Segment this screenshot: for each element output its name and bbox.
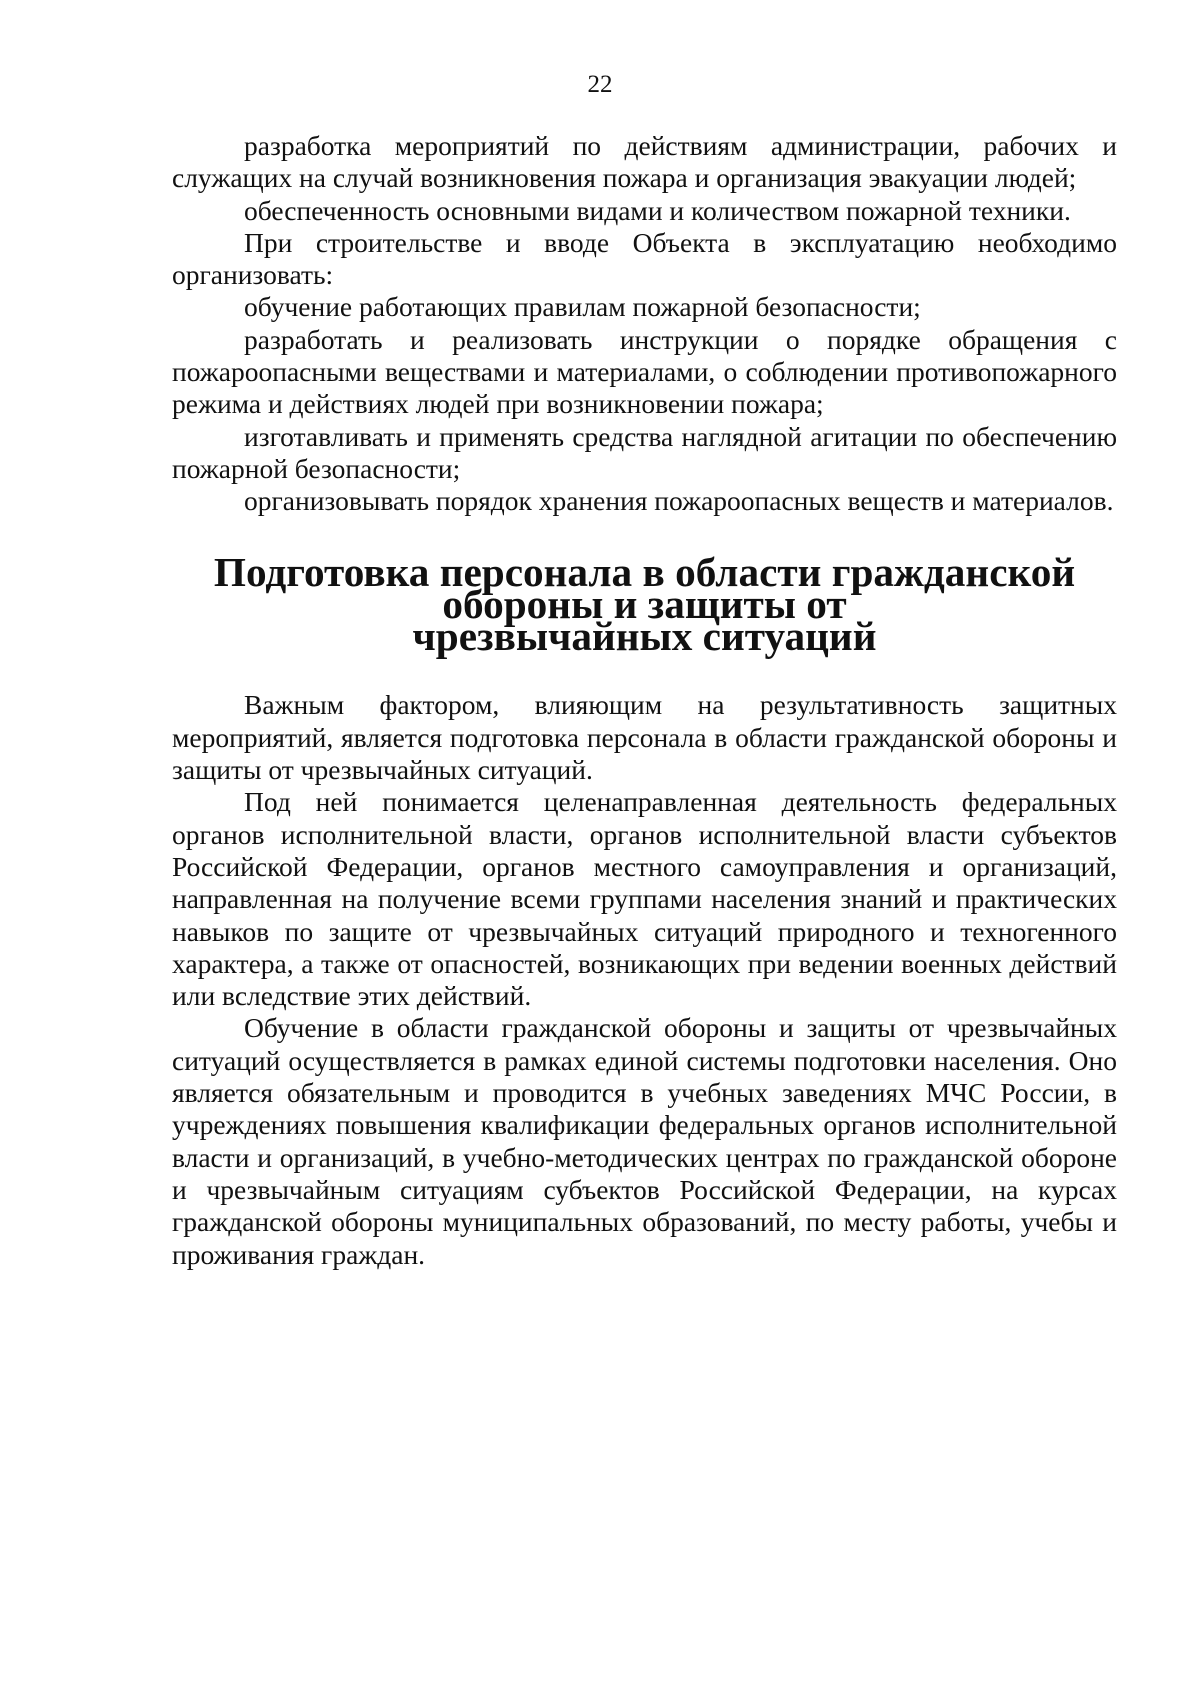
paragraph: Обучение в области гражданской обороны и защиты от чрезвычайных ситуаций осуществляется в рамках единой системы подготовки населения. Оно является обязательным и проводится в учебных заведениях МЧС России, в учреждениях повышения квалификации федеральных органов исполнительной власти и организаций, в учебно-методических центрах по гражданской обороне и чрезвычайным ситуациям субъектов Российской Федерации, на курсах гражданской обороны муниципальных образований, по месту работы, учебы и проживания граждан. bbox=[172, 1012, 1117, 1270]
paragraph: разработать и реализовать инструкции о порядке обращения с пожароопасными веществами и материалами, о соблюдении противопожарного режима и действиях людей при возникновении пожара; bbox=[172, 323, 1117, 420]
section-heading bbox=[172, 548, 1117, 660]
document-body bbox=[172, 130, 1117, 1271]
paragraph: Важным фактором, влияющим на результативность защитных мероприятий, является подготовка персонала в области гражданской обороны и защиты от чрезвычайных ситуаций. bbox=[172, 689, 1117, 786]
paragraph: Под ней понимается целенаправленная деятельность федеральных органов исполнительной власти, органов исполнительной власти субъектов Российской Федерации, органов местного самоуправления и организаций, направленная на получение всеми группами населения знаний и практических навыков по защите от чрезвычайных ситуаций природного и техногенного характера, а также от опасностей, возникающих при ведении военных действий или вследствие этих действий. bbox=[172, 786, 1117, 1012]
paragraph: обучение работающих правилам пожарной безопасности; bbox=[244, 291, 921, 323]
page-number: 22 bbox=[587, 71, 613, 98]
section-heading-line-2: чрезвычайных ситуаций bbox=[412, 613, 877, 660]
paragraph: разработка мероприятий по действиям администрации, рабочих и служащих на случай возникновения пожара и организация эвакуации людей; bbox=[172, 130, 1117, 194]
paragraph: организовывать порядок хранения пожароопасных веществ и материалов. bbox=[244, 485, 1114, 517]
paragraph: обеспеченность основными видами и количеством пожарной техники. bbox=[244, 194, 1071, 226]
paragraph: изготавливать и применять средства наглядной агитации по обеспечению пожарной безопасности; bbox=[172, 420, 1117, 484]
paragraph: При строительстве и вводе Объекта в эксплуатацию необходимо организовать: bbox=[172, 226, 1117, 291]
section-heading-line-1: Подготовка персонала в области гражданской обороны и защиты от bbox=[213, 548, 1076, 627]
